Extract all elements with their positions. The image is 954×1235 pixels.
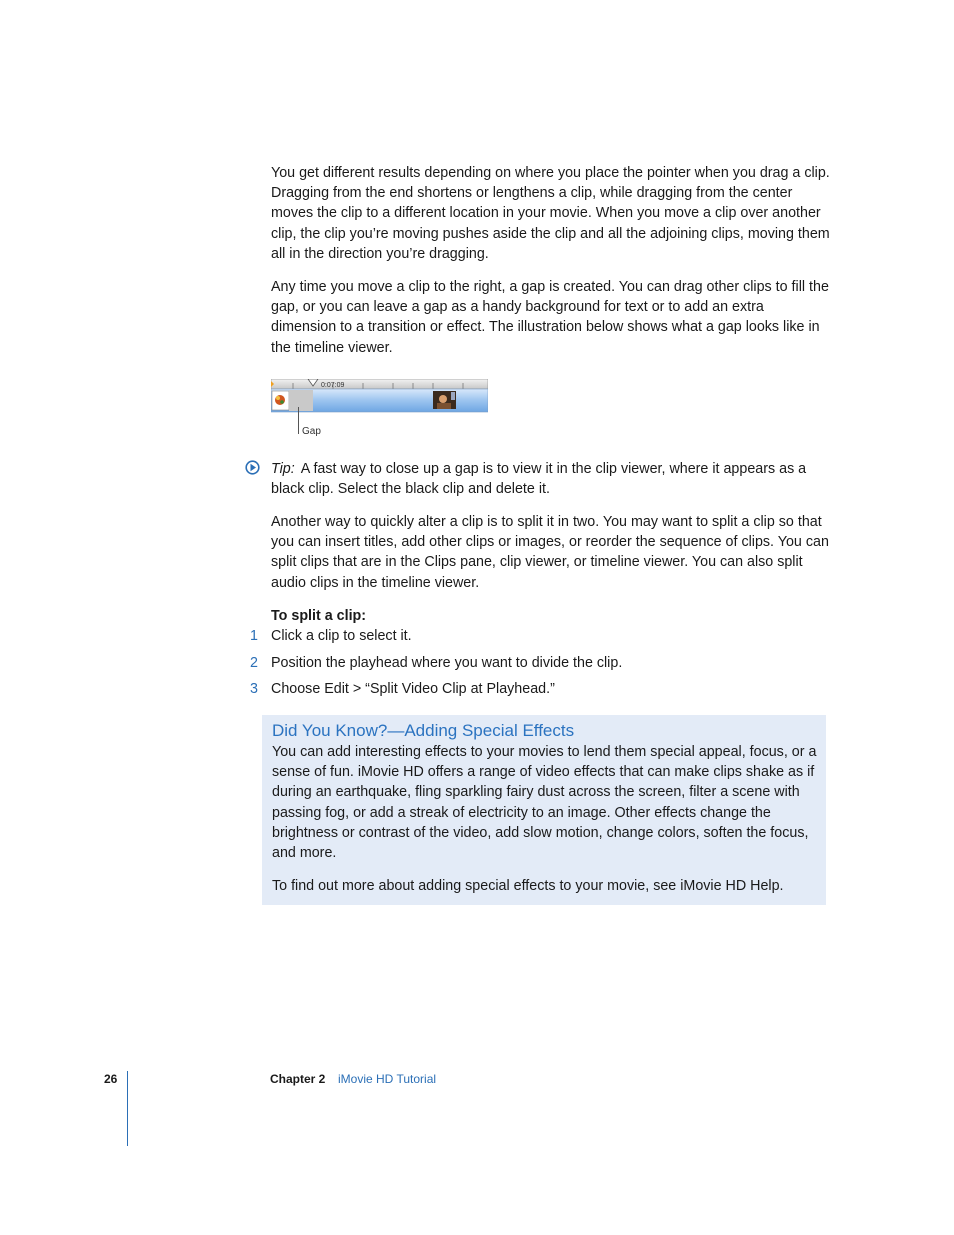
tip-text: A fast way to close up a gap is to view it in the clip viewer, where it appears as a black clip. Select the black clip and delete it. xyxy=(271,461,807,498)
footer-rule xyxy=(127,1071,128,1146)
timecode-label: 0:07:09 xyxy=(321,382,345,389)
did-you-know-title: Did You Know?—Adding Special Effects xyxy=(272,721,575,740)
step-text: Position the playhead where you want to divide the clip. xyxy=(271,655,623,671)
paragraph-split-clip: Another way to quickly alter a clip is to split it in two. You may want to split a clip so that you can insert titles, add other clips or images, or reorder the sequence of clips. You can split clips that are in the Clips pane, clip viewer, or timeline viewer. You can also split audio clips in the timeline viewer. xyxy=(271,514,829,591)
step-text: Choose Edit > “Split Video Clip at Playhead.” xyxy=(271,681,555,697)
step-number: 1 xyxy=(250,628,258,644)
did-you-know-body: You can add interesting effects to your movies to lend them special appeal, focus, or a sense of fun. iMovie HD offers a range of video effects that can make clips shake as if during an earthquake, fling sparkling fairy dust across the screen, filter a scene with passing fog, or add a streak of electricity to an image. Other effects change the brightness or contrast of the video, add slow motion, change colors, soften the focus, and more. xyxy=(272,744,817,862)
footer-chapter-title: iMovie HD Tutorial xyxy=(338,1072,437,1086)
did-you-know-help-note: To find out more about adding special effects to your movie, see iMovie HD Help. xyxy=(272,878,784,894)
step-number: 2 xyxy=(250,655,258,671)
paragraph-gap-created: Any time you move a clip to the right, a gap is created. You can drag other clips to fill the gap, or you can leave a gap as a handy background for text or to add an extra dimension to a transition or effect. The illustration below shows what a gap looks like in the timeline viewer. xyxy=(271,279,829,356)
gap-leader-line xyxy=(298,407,299,434)
steps-heading: To split a clip: xyxy=(271,608,367,624)
timeline-gap-illustration xyxy=(271,379,488,413)
tip-arrow-icon xyxy=(245,460,260,475)
tip-label: Tip: xyxy=(271,461,295,477)
gap-region xyxy=(289,390,313,411)
footer-chapter: Chapter 2 xyxy=(270,1072,326,1086)
step-item xyxy=(250,626,412,646)
step-item xyxy=(250,653,622,673)
paragraph-drag-results: You get different results depending on where you place the pointer when you drag a clip. Dragging from the end shortens or lengthens a clip, while dragging from the center moves the clip to a different location in your movie. When you move a clip over another clip, the clip you’re moving pushes aside the clip and all the adjoining clips, moving them all in the direction you’re dragging. xyxy=(271,165,830,262)
page-number: 26 xyxy=(104,1072,118,1086)
tip-paragraph xyxy=(271,459,831,499)
step-number: 3 xyxy=(250,681,258,697)
step-text: Click a clip to select it. xyxy=(271,628,412,644)
step-item xyxy=(250,679,555,699)
did-you-know-box xyxy=(262,715,826,905)
gap-label: Gap xyxy=(302,426,321,437)
